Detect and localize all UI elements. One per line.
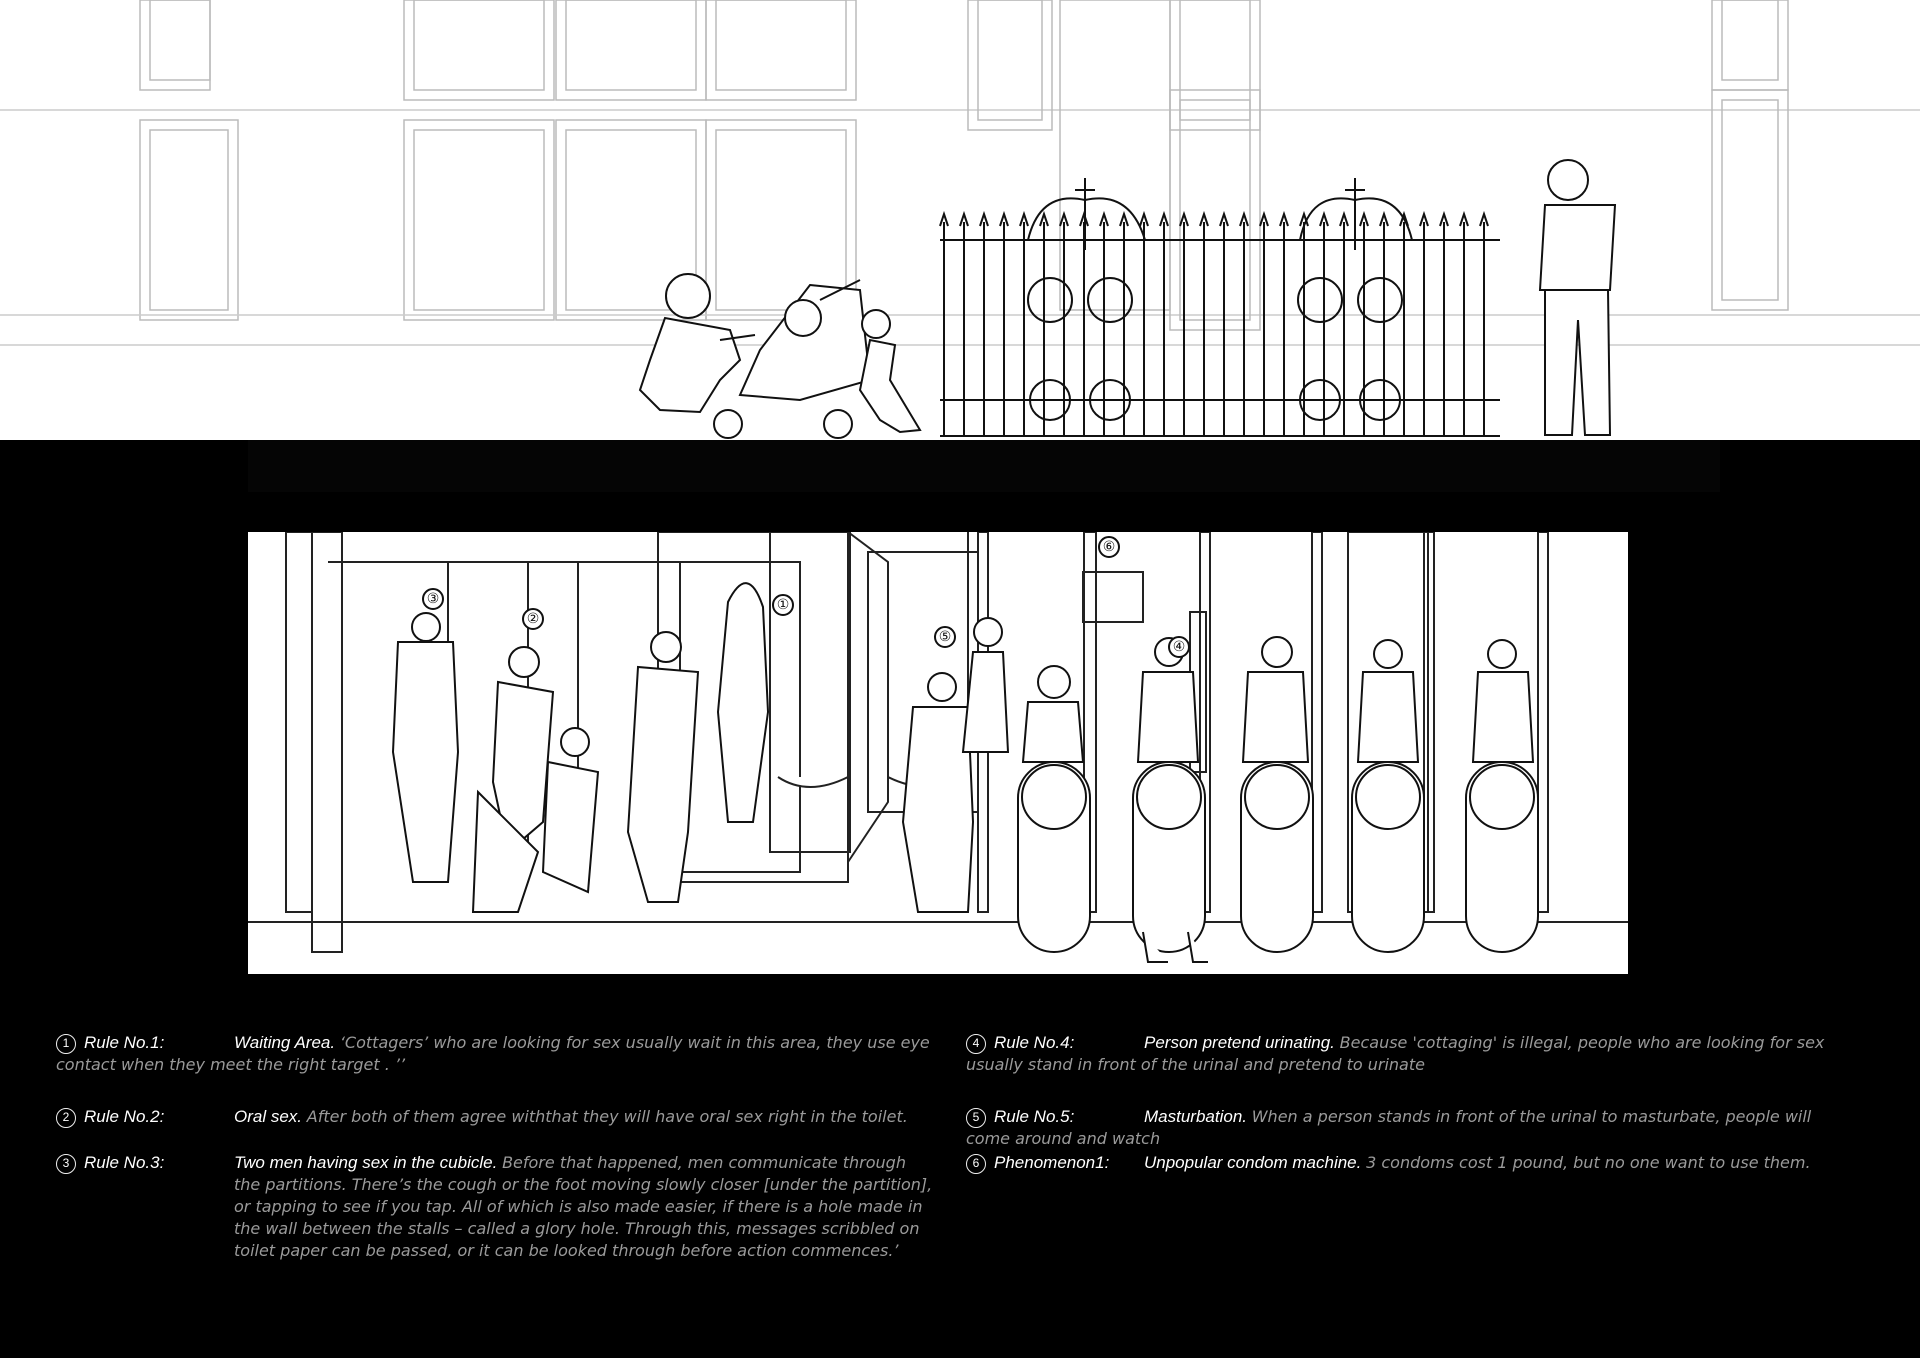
iron-gate [940, 178, 1500, 436]
rule-number: 5 [966, 1108, 986, 1128]
man-on-phone [1540, 160, 1615, 435]
rule-label: Rule No.2: [84, 1107, 165, 1126]
rule-label: Rule No.1: [84, 1033, 165, 1052]
marker-4: ④ [1168, 636, 1190, 658]
rule-3 [56, 1152, 936, 1292]
rule-label: Rule No.5: [994, 1107, 1075, 1126]
rule-label: Rule No.3: [84, 1153, 165, 1172]
rule-5 [966, 1106, 1846, 1146]
rule-description: Before that happened, men communicate through the partitions. There’s the cough or the foot moving slowly closer [under the partition], or tapping to see if you tap. All of which is also made easier, if there is a hole made in the wall between the stalls – called a glory hole. Through this, messages scribbled on toilet paper can be passed, or it can be looked through before action commences.’ [234, 1153, 933, 1260]
rule-description: 3 condoms cost 1 pound, but no one want to use them. [1366, 1153, 1811, 1172]
rule-title: Two men having sex in the cubicle. [234, 1153, 498, 1172]
rule-title: Unpopular condom machine. [1144, 1153, 1362, 1172]
toilet-interior [248, 532, 1628, 974]
building-facade [0, 0, 1920, 440]
street-level-elevation [0, 0, 1920, 440]
marker-2: ② [522, 608, 544, 630]
rule-number: 2 [56, 1108, 76, 1128]
rule-6 [966, 1152, 1846, 1178]
marker-5: ⑤ [934, 626, 956, 648]
rule-title: Oral sex. [234, 1107, 303, 1126]
rule-label: Rule No.4: [994, 1033, 1075, 1052]
rule-2 [56, 1106, 936, 1132]
rule-description: After both of them agree withthat they will have oral sex right in the toilet. [306, 1107, 908, 1126]
rule-number: 3 [56, 1154, 76, 1174]
annotation-legend [0, 1020, 1920, 1340]
family-figures [640, 274, 920, 438]
marker-1: ① [772, 594, 794, 616]
rule-description: ‘Cottagers’ who are looking for sex usually wait in this area, they use eye contact when they meet the right target . ’’ [56, 1033, 930, 1074]
rule-number: 4 [966, 1034, 986, 1054]
rule-description: When a person stands in front of the urinal to masturbate, people will come around and watch [966, 1107, 1812, 1148]
rule-number: 1 [56, 1034, 76, 1054]
rule-4 [966, 1032, 1846, 1082]
marker-6: ⑥ [1098, 536, 1120, 558]
rule-description: Because 'cottaging' is illegal, people who are looking for sex usually stand in front of the urinal and pretend to urinate [966, 1033, 1825, 1074]
rule-label: Phenomenon1: [994, 1153, 1110, 1172]
rule-number: 6 [966, 1154, 986, 1174]
marker-3: ③ [422, 588, 444, 610]
public-toilet-section [248, 532, 1628, 974]
rule-1 [56, 1032, 936, 1082]
rule-title: Masturbation. [1144, 1107, 1247, 1126]
rule-title: Waiting Area. [234, 1033, 336, 1052]
slab-band [248, 440, 1720, 492]
rule-title: Person pretend urinating. [1144, 1033, 1335, 1052]
